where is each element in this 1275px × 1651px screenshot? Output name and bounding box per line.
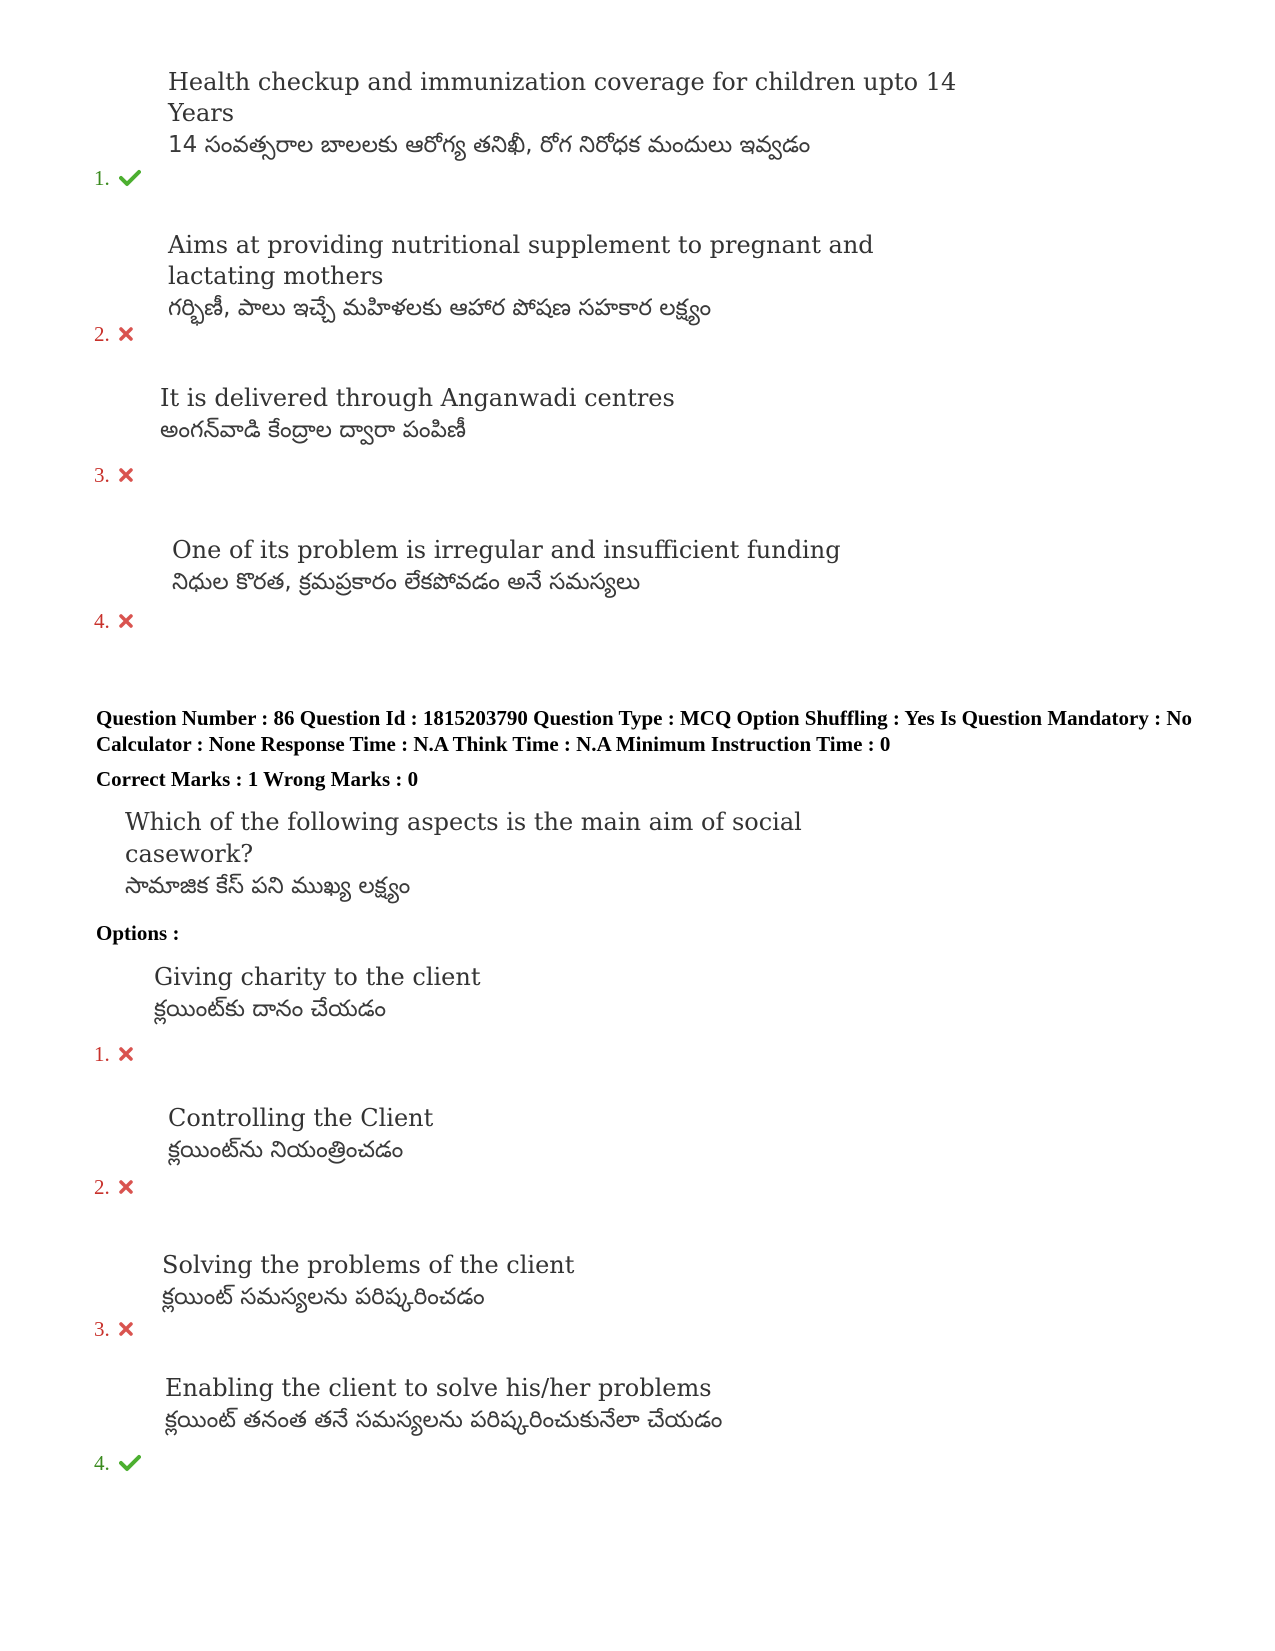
prev-option-1-en-line-2: Years — [168, 99, 235, 127]
cross-icon — [119, 1047, 133, 1061]
check-icon — [119, 1454, 141, 1472]
question-te: సామాజిక కేస్ పని ముఖ్య లక్ష్యం — [125, 873, 411, 899]
question-en-line-1: Which of the following aspects is the main aim of social — [125, 808, 802, 836]
option-1-text — [154, 962, 480, 1026]
prev-option-4-text — [172, 535, 841, 599]
prev-option-3-te: అంగన్‌వాడి కేంద్రాల ద్వారా పంపిణీ — [160, 417, 466, 443]
option-3-number: 3. — [94, 1315, 133, 1341]
cross-icon — [119, 327, 133, 341]
option-4-text — [165, 1373, 722, 1437]
option-3-te: క్లయింట్ సమస్యలను పరిష్కరించడం — [162, 1284, 485, 1310]
option-2-te: క్లయింట్‌ను నియంత్రించడం — [168, 1137, 404, 1163]
option-4-en: Enabling the client to solve his/her problems — [165, 1374, 712, 1402]
prev-option-2-te: గర్భిణీ, పాలు ఇచ్చే మహిళలకు ఆహార పోషణ సహకార లక్ష్యం — [168, 295, 712, 321]
prev-option-2-number: 2. — [94, 320, 133, 346]
option-4-number: 4. — [94, 1449, 141, 1475]
option-1-te: క్లయింట్‌కు దానం చేయడం — [154, 996, 386, 1022]
prev-option-2-en-line-1: Aims at providing nutritional supplement to pregnant and — [168, 231, 874, 259]
option-3-text — [162, 1250, 574, 1314]
prev-option-2-en-line-2: lactating mothers — [168, 262, 384, 290]
prev-option-4-te: నిధుల కొరత, క్రమప్రకారం లేకపోవడం అనే సమస్యలు — [172, 569, 641, 595]
prev-option-3-text — [160, 383, 675, 447]
cross-icon — [119, 1180, 133, 1194]
option-1-number: 1. — [94, 1040, 133, 1066]
cross-icon — [119, 468, 133, 482]
option-4-te: క్లయింట్ తనంత తనే సమస్యలను పరిష్కరించుకునేలా చేయడం — [165, 1407, 723, 1433]
prev-option-1-text — [168, 67, 956, 162]
prev-option-3-number: 3. — [94, 461, 133, 487]
question-marks: Correct Marks : 1 Wrong Marks : 0 — [96, 767, 419, 791]
option-1-en: Giving charity to the client — [154, 963, 481, 991]
prev-option-1-en-line-1: Health checkup and immunization coverage for children upto 14 — [168, 68, 957, 96]
prev-option-1-number: 1. — [94, 164, 141, 190]
cross-icon — [119, 614, 133, 628]
question-meta: Question Number : 86 Question Id : 1815203790 Question Type : MCQ Option Shuffling : Yes Is Question Mandatory : No Calculator : None Response Time : N.A Think Time : N.A Minimum Instruction Time : 0 — [96, 706, 1192, 756]
prev-option-4-number: 4. — [94, 607, 133, 633]
prev-option-4-en-line-1: One of its problem is irregular and insufficient funding — [172, 536, 841, 564]
option-2-text — [168, 1103, 433, 1167]
prev-option-1-te: 14 సంవత్సరాల బాలలకు ఆరోగ్య తనిఖీ, రోగ నిరోధక మందులు ఇవ్వడం — [168, 132, 811, 158]
cross-icon — [119, 1322, 133, 1336]
question-text — [125, 806, 802, 903]
option-3-en: Solving the problems of the client — [162, 1251, 575, 1279]
check-icon — [119, 169, 141, 187]
options-label: Options : — [96, 921, 180, 945]
option-2-number: 2. — [94, 1173, 133, 1199]
option-2-en: Controlling the Client — [168, 1104, 434, 1132]
prev-option-2-text — [168, 230, 874, 325]
prev-option-3-en-line-1: It is delivered through Anganwadi centres — [160, 384, 675, 412]
question-en-line-2: casework? — [125, 840, 254, 868]
